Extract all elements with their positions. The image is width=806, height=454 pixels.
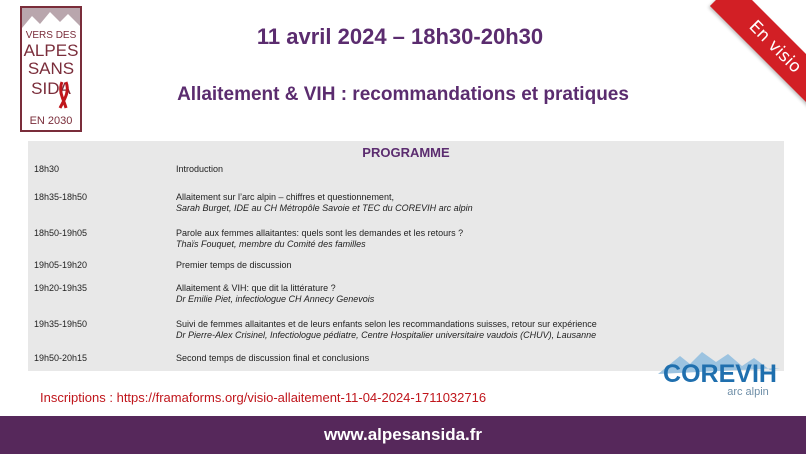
programme-row: [28, 228, 784, 260]
logo-line-2: ALPES: [23, 41, 79, 60]
row-time: 19h35-19h50: [34, 319, 88, 329]
corevih-tagline: arc alpin: [727, 386, 769, 398]
row-speaker: Dr Emilie Piet, infectiologue CH Annecy Genevois: [176, 294, 375, 304]
footer-website-link[interactable]: www.alpesansida.fr: [323, 425, 483, 444]
row-description: [176, 164, 784, 192]
row-title: Premier temps de discussion: [176, 260, 292, 270]
programme-row: [28, 164, 784, 192]
row-speaker: Sarah Burget, IDE au CH Métropôle Savoie et TEC du COREVIH arc alpin: [176, 203, 473, 213]
row-description: [176, 228, 784, 260]
corevih-name: COREVIH: [663, 360, 777, 388]
row-time: 19h05-19h20: [34, 260, 88, 270]
row-description: [176, 260, 784, 283]
corevih-logo: [650, 348, 790, 398]
en-visio-badge: [686, 0, 806, 120]
row-time: 19h50-20h15: [34, 353, 88, 363]
event-date-time: 11 avril 2024 – 18h30-20h30: [256, 24, 544, 49]
row-time: 19h20-19h35: [34, 283, 88, 293]
row-time: 18h50-19h05: [34, 228, 88, 238]
programme-row: [28, 260, 784, 283]
en-visio-label: En visio: [744, 16, 806, 78]
logo-line-5: EN 2030: [29, 115, 73, 127]
logo-line-4: SIDA: [31, 79, 71, 98]
footer-bar: [0, 416, 806, 454]
row-title: Allaitement & VIH: que dit la littérature ?: [176, 283, 336, 293]
row-speaker: Dr Pierre-Alex Crisinel, Infectiologue pédiatre, Centre Hospitalier universitaire vaudois (CHUV), Lausanne: [176, 330, 597, 340]
row-title: Introduction: [176, 164, 224, 174]
row-title: Suivi de femmes allaitantes et de leurs enfants selon les recommandations suisses, retour sur expérience: [176, 319, 597, 329]
row-description: [176, 283, 784, 319]
row-time: 18h30: [34, 164, 60, 174]
programme-table: [28, 141, 784, 371]
row-speaker: Thaïs Fouquet, membre du Comité des familles: [176, 239, 366, 249]
event-subtitle: Allaitement & VIH : recommandations et pratiques: [177, 84, 629, 105]
logo-line-3: SANS: [27, 59, 75, 78]
programme-row: [28, 283, 784, 319]
vers-des-alpes-sans-sida-logo: [20, 6, 82, 132]
inscriptions-link[interactable]: Inscriptions : https://framaforms.org/visio-allaitement-11-04-2024-1711032716: [40, 390, 487, 405]
programme-row: [28, 192, 784, 228]
row-time: 18h35-18h50: [34, 192, 88, 202]
en-visio-ribbon: [710, 0, 806, 112]
row-title: Second temps de discussion final et conclusions: [176, 353, 370, 363]
programme-heading: PROGRAMME: [362, 145, 450, 160]
logo-line-1: VERS DES: [25, 30, 77, 41]
row-description: [176, 192, 784, 228]
row-title: Parole aux femmes allaitantes: quels sont les demandes et les retours ?: [176, 228, 464, 238]
row-title: Allaitement sur l’arc alpin – chiffres et questionnement,: [176, 192, 394, 202]
